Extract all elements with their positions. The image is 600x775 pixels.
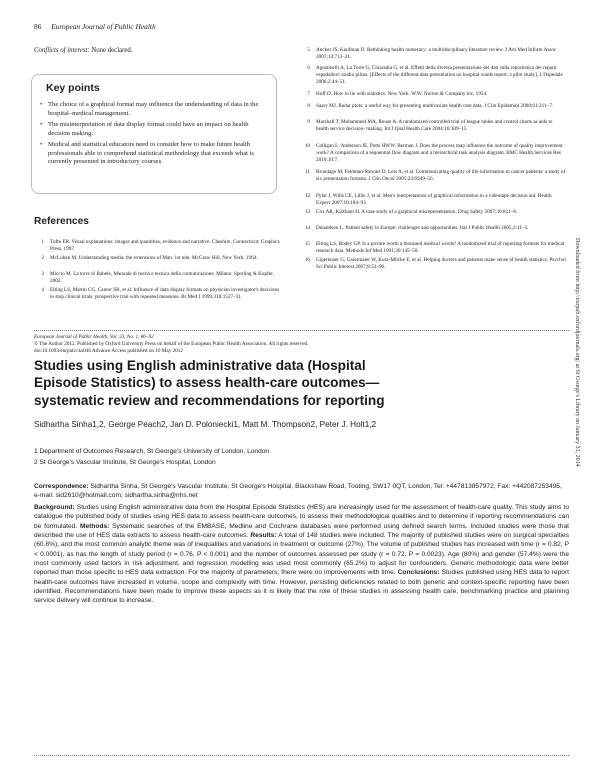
key-points-title: Key points — [46, 82, 100, 94]
copyright-line: © The Author 2012. Published by Oxford University Press on behalf of the European Public Health Association. All rights reserved. — [34, 341, 309, 347]
affiliation: 1 Department of Outcomes Research, St George's University of London, London — [34, 448, 270, 455]
abstract-background-label: Background: — [34, 504, 75, 511]
abstract-methods-label: Methods: — [79, 522, 110, 530]
download-watermark: Downloaded from http://eurpub.oxfordjournals.org/ at St George's Library on January 31, 2014 — [574, 238, 580, 467]
page-header — [34, 22, 156, 31]
citation-line: European Journal of Public Health, Vol. 23, No. 1, 86–92 — [34, 334, 154, 340]
abstract-background: Studies using English administrative data from the Hospital Episode Statistics (HES) are increasingly used for the assessment of health-care quality. This study aims to catalogue the published body of studies using HES data to assess health-care outcomes, to assess their methodological qualities and to determine if reporting recommendations can be formulated. — [34, 504, 570, 530]
abstract-methods: Systematic searches of the EMBASE, Medline and Cochrane databases were performed using defined search terms. Included studies were those that described the use of HES data extracts to assess health-care outcomes. — [34, 522, 569, 540]
page-number: 86 — [34, 22, 42, 31]
abstract-results-label: Results: — [250, 532, 277, 540]
references-left: 1 Tufte ER. Visual explanations: images and quantities, evidence and narrative. Cheshire, Connecticut: Graphics Press, 1997. 2 McLuhan M. Understanding media: the extensions of Man. 1st edn. McGraw Hill, New York, 1964. 3 Miccio M. La torre di Babele, Manuale di teoria e tecnica della comunicazione. Milano: Sperling & Kupfer, 2002. 4 Elting LS, Martin CG, Cantor SB, et al. Influence of data display formats on physician investigator's decisions to stop clinical trials: prospective trial with repeated measures. Br Med J 1999;318:1527–31. — [41, 239, 280, 301]
bullet-icon: • — [40, 101, 43, 108]
key-point-item: • The choice of a graphical format may influence the understanding of data in the hospital–medical management. — [40, 101, 259, 117]
conflicts-of-interest — [34, 47, 132, 54]
doi-line: doi:10.1093/eurpub/cks046 Advance Access published on 10 May 2012 — [34, 348, 183, 354]
journal-name: European Journal of Public Health — [51, 22, 156, 31]
bullet-icon: • — [40, 121, 43, 128]
affiliation: 2 St George's Vascular Institute, St George's Hospital, London — [34, 459, 216, 466]
article-title: Studies using English administrative data (Hospital Episode Statistics) to assess health-care outcomes— systematic review and recommendations for reporting — [34, 358, 385, 408]
abstract-conclusions-label: Conclusions: — [397, 569, 440, 577]
author-list: Sidhartha Sinha1,2, George Peach2, Jan D. Poloniecki1, Matt M. Thompson2, Peter J. Holt1,2 — [34, 420, 377, 429]
references-right: 5 Ancker JS, Kaufman D. Rethinking health numeracy: a multidisciplinary literature review. J Am Med Inform Assoc 2007;14:713–21. 6 Agostinelli A, La Torre G, Chiaradia G, et al. Effetti della diversa presentazione dei dati sulla reportistica dei reparti ospedalieri: studio pilota. [Effects of the different data presentation on hospital wards report: a pilot study]. L'Ospedale 2006;2:44–51. 7 Huff D. How to lie with statistics. New York: W.W. Norton & Company inc, 1954. 8 Saary MJ. Radar plots: a useful way for presenting multivariate health care data. J Clin Epidemiol 2008;61:311–7. 9 Marshall T, Mohammed MA, Rouse A. A randomized controlled trial of league tables and control charts as aids to health service decision- making. Int J Qual Health Care 2004;16:309–15. 10 Colligan L, Anderson JE, Potts HWW, Berman J. Does the process map influence the outcome of quality improvement work? A comparison of a sequential flow diagram and a hierarchical task analysis diagram. BMC Health Services Res 2010;10:7. 11 Brundage M, Feldman-Stewart D, Leis A, et al. Communicating quality of life information to cancer patients: a study of six presentation formats. J Clin Oncol 2005;23:6949–56. 12 Pylar J, Wills CE, Lillie J, et al. Men's interpretations of graphical information in a videotape decision aid. Health Expect 2007;10:184–93. 13 Cox AR, Kirkham H. A case study of a graphical misrepresentation. Drug Safety 2007;30:831–6. 14 Donaldson L. Patient safety in Europe: challenges and opportunities. Ital J Public Health 2005;2:11–5. 15 Elting LS, Bodey GP. Is a picture worth a thousand medical words? A randomized trial of reporting formats for medical research data. Methods Inf Med 1991;30:145–50. 16 Gigerenzer G, Gaissmaier W, Kurz-Milcke E, et al. Helping doctors and patients make sense of health statistics. Psychol Sci Public Interest 2007;8:53–96. — [304, 47, 566, 271]
section-divider — [34, 330, 569, 331]
key-point-item: • Medical and statistical educators need to consider how to make future health professionals able to comprehend statistical methodology that exceeds what is currently presented in introductory courses. — [40, 141, 254, 165]
abstract — [34, 503, 569, 606]
abstract-conclusions: Studies published using HES data to report health-care outcomes have increased in volume, scope and complexity with time. However, persisting deficiencies related to both generic and context-specific reporting have been identified. Recommendations have been made to improve these aspects as it is likely that the role of these studies in assessing health care, benchmarking practice and planning service delivery will continue to increase. — [34, 569, 569, 605]
bullet-icon: • — [40, 141, 43, 148]
bottom-divider — [34, 755, 569, 756]
references-heading: References — [34, 216, 89, 227]
correspondence — [34, 482, 569, 500]
conflicts-label: Conflicts of interest: — [34, 47, 90, 54]
article-meta — [34, 334, 574, 355]
correspondence-label: Correspondence: — [34, 483, 89, 490]
abstract-results: A total of 148 studies were included. The majority of published studies were on surgical specialties (60.8%), and the most common analytic theme was of inequalities and variations in treatment or outcome (27%). The volume of published studies has increased with time (r = 0.82, P < 0.0001), as has the length of study period (r = 0.76, P < 0.001) and the number of outcomes assessed per study (r = 0.72, P = 0.0023). Age (80%) and gender (57.4%) were the most commonly used factors in risk adjustment, and regression modelling was used most commonly (65.2%) to adjust for confounders. Generic methodologic data were better reported than those specific to HES data extraction. For the majority of parameters, there were no improvements with time. — [34, 532, 569, 577]
conflicts-text: None declared. — [91, 47, 133, 54]
correspondence-text: Sidhartha Sinha, St George's Vascular Institute, St George's Hospital, Blackshaw Road, Tooting, SW17 0QT, London, Tel: +447813857972, Fax: +442087253495, e-mail: sid2610@hotmail.com; sidhartha.sinha@nhs.net — [34, 483, 562, 499]
key-point-item: • The misinterpretation of data display format could have an impact on health decision making. — [40, 121, 249, 137]
